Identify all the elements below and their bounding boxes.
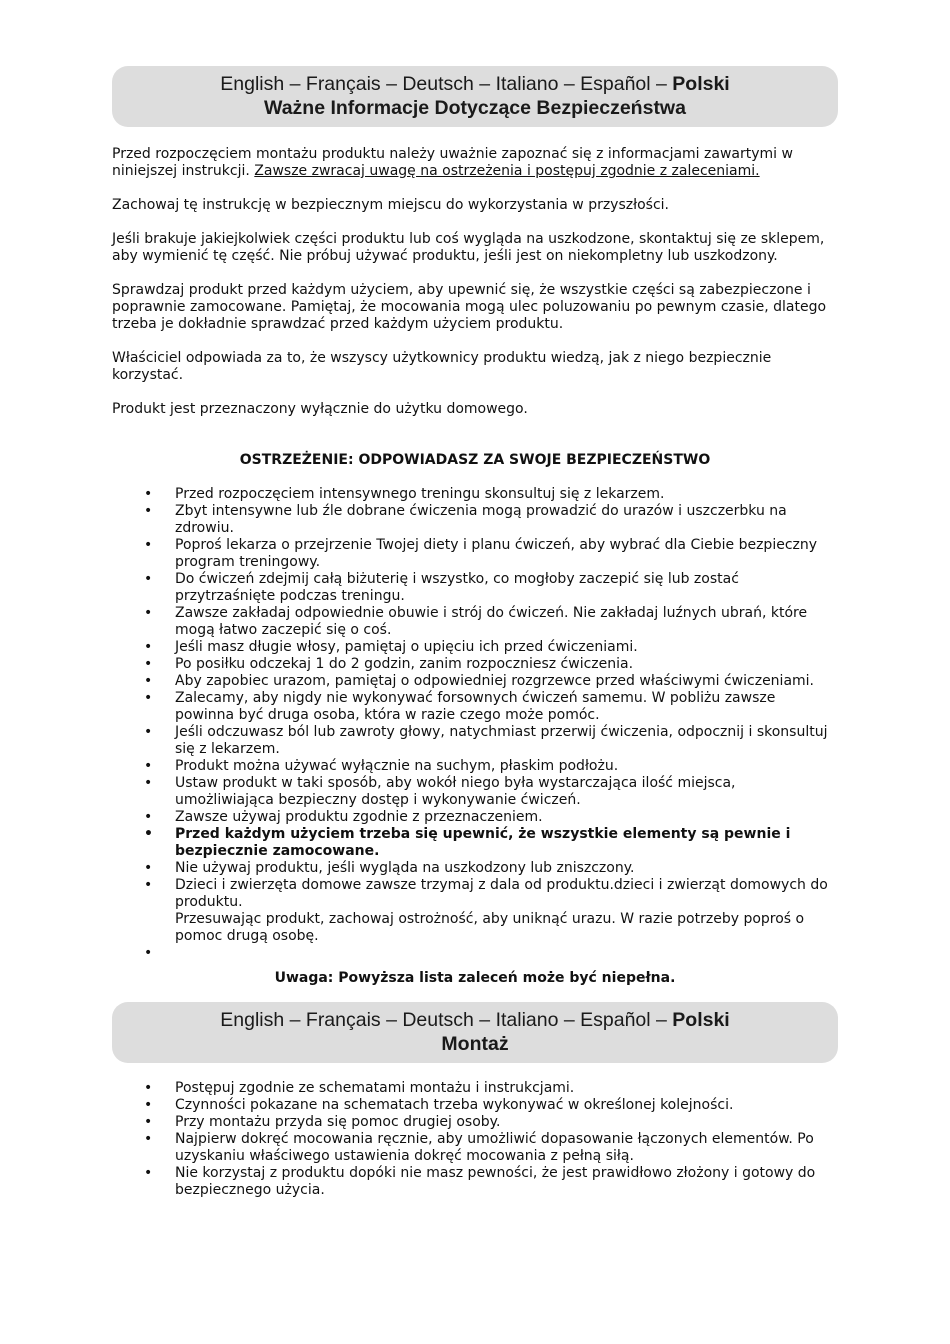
list-item: • Aby zapobiec urazom, pamiętaj o odpowiedniej rozgrzewce przed właściwymi ćwiczeniami.: [112, 673, 838, 690]
list-item-empty: [112, 945, 838, 962]
language-list: English – Français – Deutsch – Italiano – Español –: [220, 73, 673, 95]
safety-header: [112, 66, 838, 127]
assembly-list: [112, 1080, 838, 1199]
assembly-header: [112, 1002, 838, 1063]
list-item: • Przed rozpoczęciem intensywnego treningu skonsultuj się z lekarzem.: [112, 486, 838, 503]
list-item: • Jeśli masz długie włosy, pamiętaj o upięciu ich przed ćwiczeniami.: [112, 639, 838, 656]
list-item: • Poproś lekarza o przejrzenie Twojej diety i planu ćwiczeń, aby wybrać dla Ciebie bezpieczny program treningowy.: [112, 537, 838, 571]
intro-underlined-text: Zawsze zwracaj uwagę na ostrzeżenia i postępuj zgodnie z zaleceniami.: [254, 163, 760, 179]
list-item: • Przy montażu przyda się pomoc drugiej osoby.: [112, 1114, 838, 1131]
list-item: • Nie korzystaj z produktu dopóki nie masz pewności, że jest prawidłowo złożony i gotowy do bezpiecznego użycia.: [112, 1165, 838, 1199]
list-item-extra-text: Przesuwając produkt, zachowaj ostrożność, aby uniknąć urazu. W razie potrzeby poproś o pomoc drugą osobę.: [175, 911, 805, 944]
list-item: • Postępuj zgodnie ze schematami montażu i instrukcjami.: [112, 1080, 838, 1097]
list-item: • Zalecamy, aby nigdy nie wykonywać forsownych ćwiczeń samemu. W pobliżu zawsze powinna być druga osoba, która w razie czego może pomóc.: [112, 690, 838, 724]
list-item: [112, 877, 838, 945]
list-item: • Ustaw produkt w taki sposób, aby wokół niego była wystarczająca ilość miejsca, umożliwiająca bezpieczny dostęp i wykonywanie ćwiczeń.: [112, 775, 838, 809]
list-item: • Nie używaj produktu, jeśli wygląda na uszkodzony lub zniszczony.: [112, 860, 838, 877]
language-list: English – Français – Deutsch – Italiano – Español –: [220, 1009, 673, 1031]
intro-paragraph-2: Zachowaj tę instrukcję w bezpiecznym miejscu do wykorzystania w przyszłości.: [112, 197, 669, 213]
section-title: Montaż: [441, 1033, 509, 1055]
language-current: Polski: [672, 1009, 730, 1031]
list-item: • Produkt można używać wyłącznie na suchym, płaskim podłożu.: [112, 758, 838, 775]
warning-list: [112, 486, 838, 962]
list-item: • Czynności pokazane na schematach trzeba wykonywać w określonej kolejności.: [112, 1097, 838, 1114]
intro-paragraph-6: Produkt jest przeznaczony wyłącznie do użytku domowego.: [112, 401, 528, 417]
intro-text: Przed rozpoczęciem montażu produktu należy uważnie zapoznać się z informacjami zawartymi w niniejszej instrukcji.: [112, 146, 793, 179]
list-item: • Jeśli odczuwasz ból lub zawroty głowy, natychmiast przerwij ćwiczenia, odpocznij i skonsultuj się z lekarzem.: [112, 724, 838, 758]
list-item-bold: • Przed każdym użyciem trzeba się upewnić, że wszystkie elementy są pewnie i bezpiecznie zamocowane.: [112, 826, 838, 860]
intro-paragraph-4: Sprawdzaj produkt przed każdym użyciem, aby upewnić się, że wszystkie części są zabezpieczone i poprawnie zamocowane. Pamiętaj, że mocowania mogą ulec poluzowaniu po pewnym czasie, dlatego trzeba je dokładnie sprawdzać przed każdym użyciem produktu.: [112, 282, 827, 332]
language-line: [122, 72, 828, 96]
intro-paragraph-3: Jeśli brakuje jakiejkolwiek części produktu lub coś wygląda na uszkodzone, skontaktuj się ze sklepem, aby wymienić tę część. Nie próbuj używać produktu, jeśli jest on niekompletny lub uszkodzony.: [112, 231, 825, 264]
language-current: Polski: [672, 73, 730, 95]
list-item: • Zawsze używaj produktu zgodnie z przeznaczeniem.: [112, 809, 838, 826]
intro-paragraph-5: Właściciel odpowiada za to, że wszyscy użytkownicy produktu wiedzą, jak z niego bezpiecznie korzystać.: [112, 350, 772, 383]
page: [112, 66, 838, 1199]
list-item: • Najpierw dokręć mocowania ręcznie, aby umożliwić dopasowanie łączonych elementów. Po uzyskaniu właściwego ustawienia dokręć mocowania z pełną siłą.: [112, 1131, 838, 1165]
warning-heading: OSTRZEŻENIE: ODPOWIADASZ ZA SWOJE BEZPIECZEŃSTWO: [239, 452, 711, 468]
list-item: • Zawsze zakładaj odpowiednie obuwie i strój do ćwiczeń. Nie zakładaj luźnych ubrań, które mogą łatwo zaczepić się o coś.: [112, 605, 838, 639]
list-item: • Do ćwiczeń zdejmij całą biżuterię i wszystko, co mogłoby zaczepić się lub zostać przytrzaśnięte podczas treningu.: [112, 571, 838, 605]
list-item: • Po posiłku odczekaj 1 do 2 godzin, zanim rozpoczniesz ćwiczenia.: [112, 656, 838, 673]
list-item-text: Dzieci i zwierzęta domowe zawsze trzymaj z dala od produktu.dzieci i zwierząt domowych do produktu.: [175, 877, 828, 910]
list-item: • Zbyt intensywne lub źle dobrane ćwiczenia mogą prowadzić do urazów i uszczerbku na zdrowiu.: [112, 503, 838, 537]
language-line: [122, 1008, 828, 1032]
intro-paragraph-1: [112, 146, 838, 180]
note-text: Uwaga: Powyższa lista zaleceń może być niepełna.: [274, 970, 676, 986]
section-title: Ważne Informacje Dotyczące Bezpieczeństwa: [264, 97, 686, 119]
